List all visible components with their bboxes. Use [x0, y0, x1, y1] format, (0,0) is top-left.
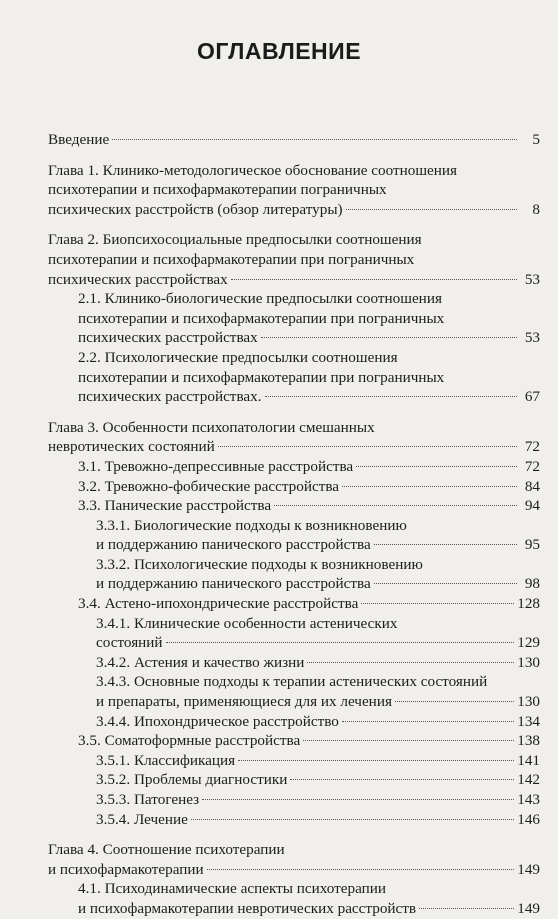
toc-entry[interactable] — [48, 516, 540, 555]
toc-entry[interactable] — [48, 879, 540, 918]
toc-entry[interactable] — [48, 810, 540, 830]
toc-entry-line: 3.4.3. Основные подходы к терапии астенических состояний — [96, 673, 488, 691]
toc-entry-last-line — [96, 535, 540, 555]
toc-entry[interactable] — [48, 840, 540, 879]
toc-entry-line: 3.3. Панические расстройства — [78, 497, 272, 515]
toc-entry-line: Введение — [48, 131, 110, 148]
page-number: 8 — [532, 200, 540, 218]
toc-entry-last-line — [96, 653, 540, 673]
toc-entry-last-line — [48, 437, 540, 457]
dot-leader — [307, 662, 514, 663]
toc-entry[interactable] — [48, 555, 540, 594]
toc-entry[interactable] — [48, 289, 540, 348]
page-number: 143 — [517, 791, 540, 808]
section-gap — [48, 219, 540, 230]
toc-entry-line: 3.2. Тревожно-фобические расстройства — [78, 477, 340, 495]
toc-entry-last-line — [96, 633, 540, 653]
page-number: 53 — [524, 329, 540, 347]
toc-entry-line: психотерапии и психофармакотерапии при пограничных — [48, 250, 415, 268]
dot-leader — [218, 446, 517, 447]
toc-entry-line: психотерапии и психофармакотерапии пограничных — [48, 181, 387, 199]
toc-entry-line: и поддержанию панического расстройства — [96, 575, 371, 593]
toc-entry-line: невротических состояний — [48, 438, 215, 456]
dot-leader — [207, 869, 515, 870]
toc-entry-line: 2.1. Клинико-биологические предпосылки соотношения — [78, 290, 442, 308]
toc-entry-line: психических расстройствах. — [78, 388, 262, 406]
page-number: 95 — [524, 536, 540, 554]
page-number: 149 — [517, 860, 540, 878]
page-number: 149 — [517, 899, 540, 917]
toc-entry[interactable] — [48, 496, 540, 516]
page-number: 5 — [532, 131, 540, 148]
dot-leader — [342, 486, 517, 487]
toc-entry[interactable] — [48, 790, 540, 810]
page-title: ОГЛАВЛЕНИЕ — [196, 38, 362, 64]
dot-leader — [238, 760, 514, 761]
toc-entry-last-line — [48, 200, 540, 220]
toc-entry[interactable] — [48, 731, 540, 751]
toc-entry-line: 3.5.4. Лечение — [96, 810, 188, 828]
dot-leader — [342, 721, 514, 722]
toc-entry-line: 3.4. Астено-ипохондрические расстройства — [78, 595, 359, 613]
toc-entry-line: 3.5. Соматоформные расстройства — [78, 732, 301, 750]
toc-entry-line: и поддержанию панического расстройства — [96, 536, 371, 554]
toc-entry-last-line — [96, 692, 540, 712]
toc-entry-line: и препараты, применяющиеся для их лечения — [96, 693, 392, 711]
page-number: 146 — [517, 810, 540, 828]
toc-entry-line: 3.5.1. Классификация — [96, 751, 236, 769]
dot-leader — [303, 740, 514, 741]
toc-entry-last-line — [96, 751, 540, 771]
toc-entry-line: Глава 2. Биопсихосоциальные предпосылки соотношения — [48, 231, 422, 249]
toc-entry-line: и психофармакотерапии — [48, 860, 204, 878]
toc-entry-line: 3.3.2. Психологические подходы к возникновению — [96, 555, 423, 573]
dot-leader — [261, 337, 517, 338]
toc-entry-last-line — [78, 457, 540, 477]
toc-entry-line: психотерапии и психофармакотерапии при пограничных — [78, 309, 445, 327]
dot-leader — [274, 505, 517, 506]
toc-entry-last-line — [48, 860, 540, 880]
table-of-contents — [48, 130, 540, 919]
toc-entry-line: 3.4.1. Клинические особенности астенических — [96, 614, 398, 632]
toc-entry-last-line — [78, 594, 540, 614]
toc-entry-line: 4.1. Психодинамические аспекты психотерапии — [78, 880, 387, 898]
dot-leader — [361, 603, 514, 604]
toc-entry-last-line — [96, 790, 540, 810]
toc-entry-line: 3.4.2. Астения и качество жизни — [96, 653, 305, 671]
dot-leader — [290, 779, 514, 780]
toc-entry[interactable] — [48, 477, 540, 497]
section-gap — [48, 407, 540, 418]
dot-leader — [112, 139, 517, 140]
toc-entry[interactable] — [48, 418, 540, 457]
toc-entry[interactable] — [48, 161, 540, 220]
dot-leader — [265, 396, 517, 397]
toc-entry-line: психических расстройствах — [48, 270, 228, 288]
page-number: 67 — [524, 388, 540, 406]
toc-entry-line: 3.5.2. Проблемы диагностики — [96, 771, 288, 789]
dot-leader — [231, 279, 517, 280]
toc-entry-line: Глава 1. Клинико-методологическое обоснование соотношения — [48, 161, 458, 179]
toc-entry-line: состояний — [96, 634, 163, 652]
dot-leader — [395, 701, 514, 702]
page-number: 141 — [517, 751, 540, 769]
toc-entry-last-line — [96, 770, 540, 790]
page-number: 72 — [524, 438, 540, 456]
page-number: 84 — [524, 477, 540, 495]
dot-leader — [356, 466, 517, 467]
page-number: 142 — [517, 771, 540, 789]
section-gap — [48, 829, 540, 840]
toc-entry-line: 3.1. Тревожно-депрессивные расстройства — [78, 457, 354, 475]
toc-entry-line: психических расстройствах — [78, 329, 258, 347]
page-number: 72 — [524, 457, 540, 475]
toc-entry[interactable] — [48, 770, 540, 790]
toc-entry[interactable] — [48, 348, 540, 407]
toc-entry[interactable] — [48, 614, 540, 653]
toc-entry[interactable] — [48, 751, 540, 771]
dot-leader — [374, 583, 517, 584]
page-number: 130 — [517, 653, 540, 671]
toc-entry-last-line — [78, 731, 540, 751]
toc-entry-last-line — [78, 477, 540, 497]
toc-entry-line: Глава 3. Особенности психопатологии смешанных — [48, 418, 375, 436]
toc-entry-last-line — [78, 328, 540, 348]
page-number: 129 — [517, 634, 540, 652]
toc-entry-last-line — [78, 387, 540, 407]
toc-entry[interactable] — [48, 712, 540, 732]
page-number: 98 — [524, 575, 540, 593]
toc-entry-last-line — [78, 899, 540, 919]
toc-entry[interactable] — [48, 130, 540, 150]
toc-entry-line: и психофармакотерапии невротических расстройств — [78, 899, 417, 917]
page-number: 128 — [517, 595, 540, 613]
dot-leader — [166, 642, 515, 643]
dot-leader — [191, 819, 514, 820]
page-number: 53 — [524, 270, 540, 288]
toc-entry-last-line — [78, 496, 540, 516]
toc-entry-line: 2.2. Психологические предпосылки соотношения — [78, 348, 398, 366]
dot-leader — [374, 544, 517, 545]
toc-entry-last-line — [96, 810, 540, 830]
dot-leader — [419, 908, 514, 909]
dot-leader — [202, 799, 514, 800]
toc-entry-line: 3.3.1. Биологические подходы к возникновению — [96, 516, 407, 534]
toc-entry-last-line — [96, 574, 540, 594]
toc-entry-line: психотерапии и психофармакотерапии при пограничных — [78, 368, 445, 386]
toc-entry-last-line — [48, 130, 540, 150]
toc-entry-last-line — [96, 712, 540, 732]
toc-entry[interactable] — [48, 230, 540, 289]
toc-entry[interactable] — [48, 594, 540, 614]
toc-entry-line: Глава 4. Соотношение психотерапии — [48, 841, 285, 859]
page-number: 134 — [517, 712, 540, 730]
toc-entry[interactable] — [48, 457, 540, 477]
dot-leader — [346, 209, 517, 210]
page-number: 138 — [517, 732, 540, 750]
toc-entry-line: 3.4.4. Ипохондрическое расстройство — [96, 712, 339, 730]
page-number: 94 — [524, 497, 540, 515]
toc-entry[interactable] — [48, 653, 540, 673]
toc-entry-line: психических расстройств (обзор литературы) — [48, 200, 343, 218]
page-number: 130 — [517, 693, 540, 711]
toc-entry[interactable] — [48, 672, 540, 711]
toc-entry-line: 3.5.3. Патогенез — [96, 791, 200, 808]
toc-entry-last-line — [48, 270, 540, 290]
section-gap — [48, 150, 540, 161]
